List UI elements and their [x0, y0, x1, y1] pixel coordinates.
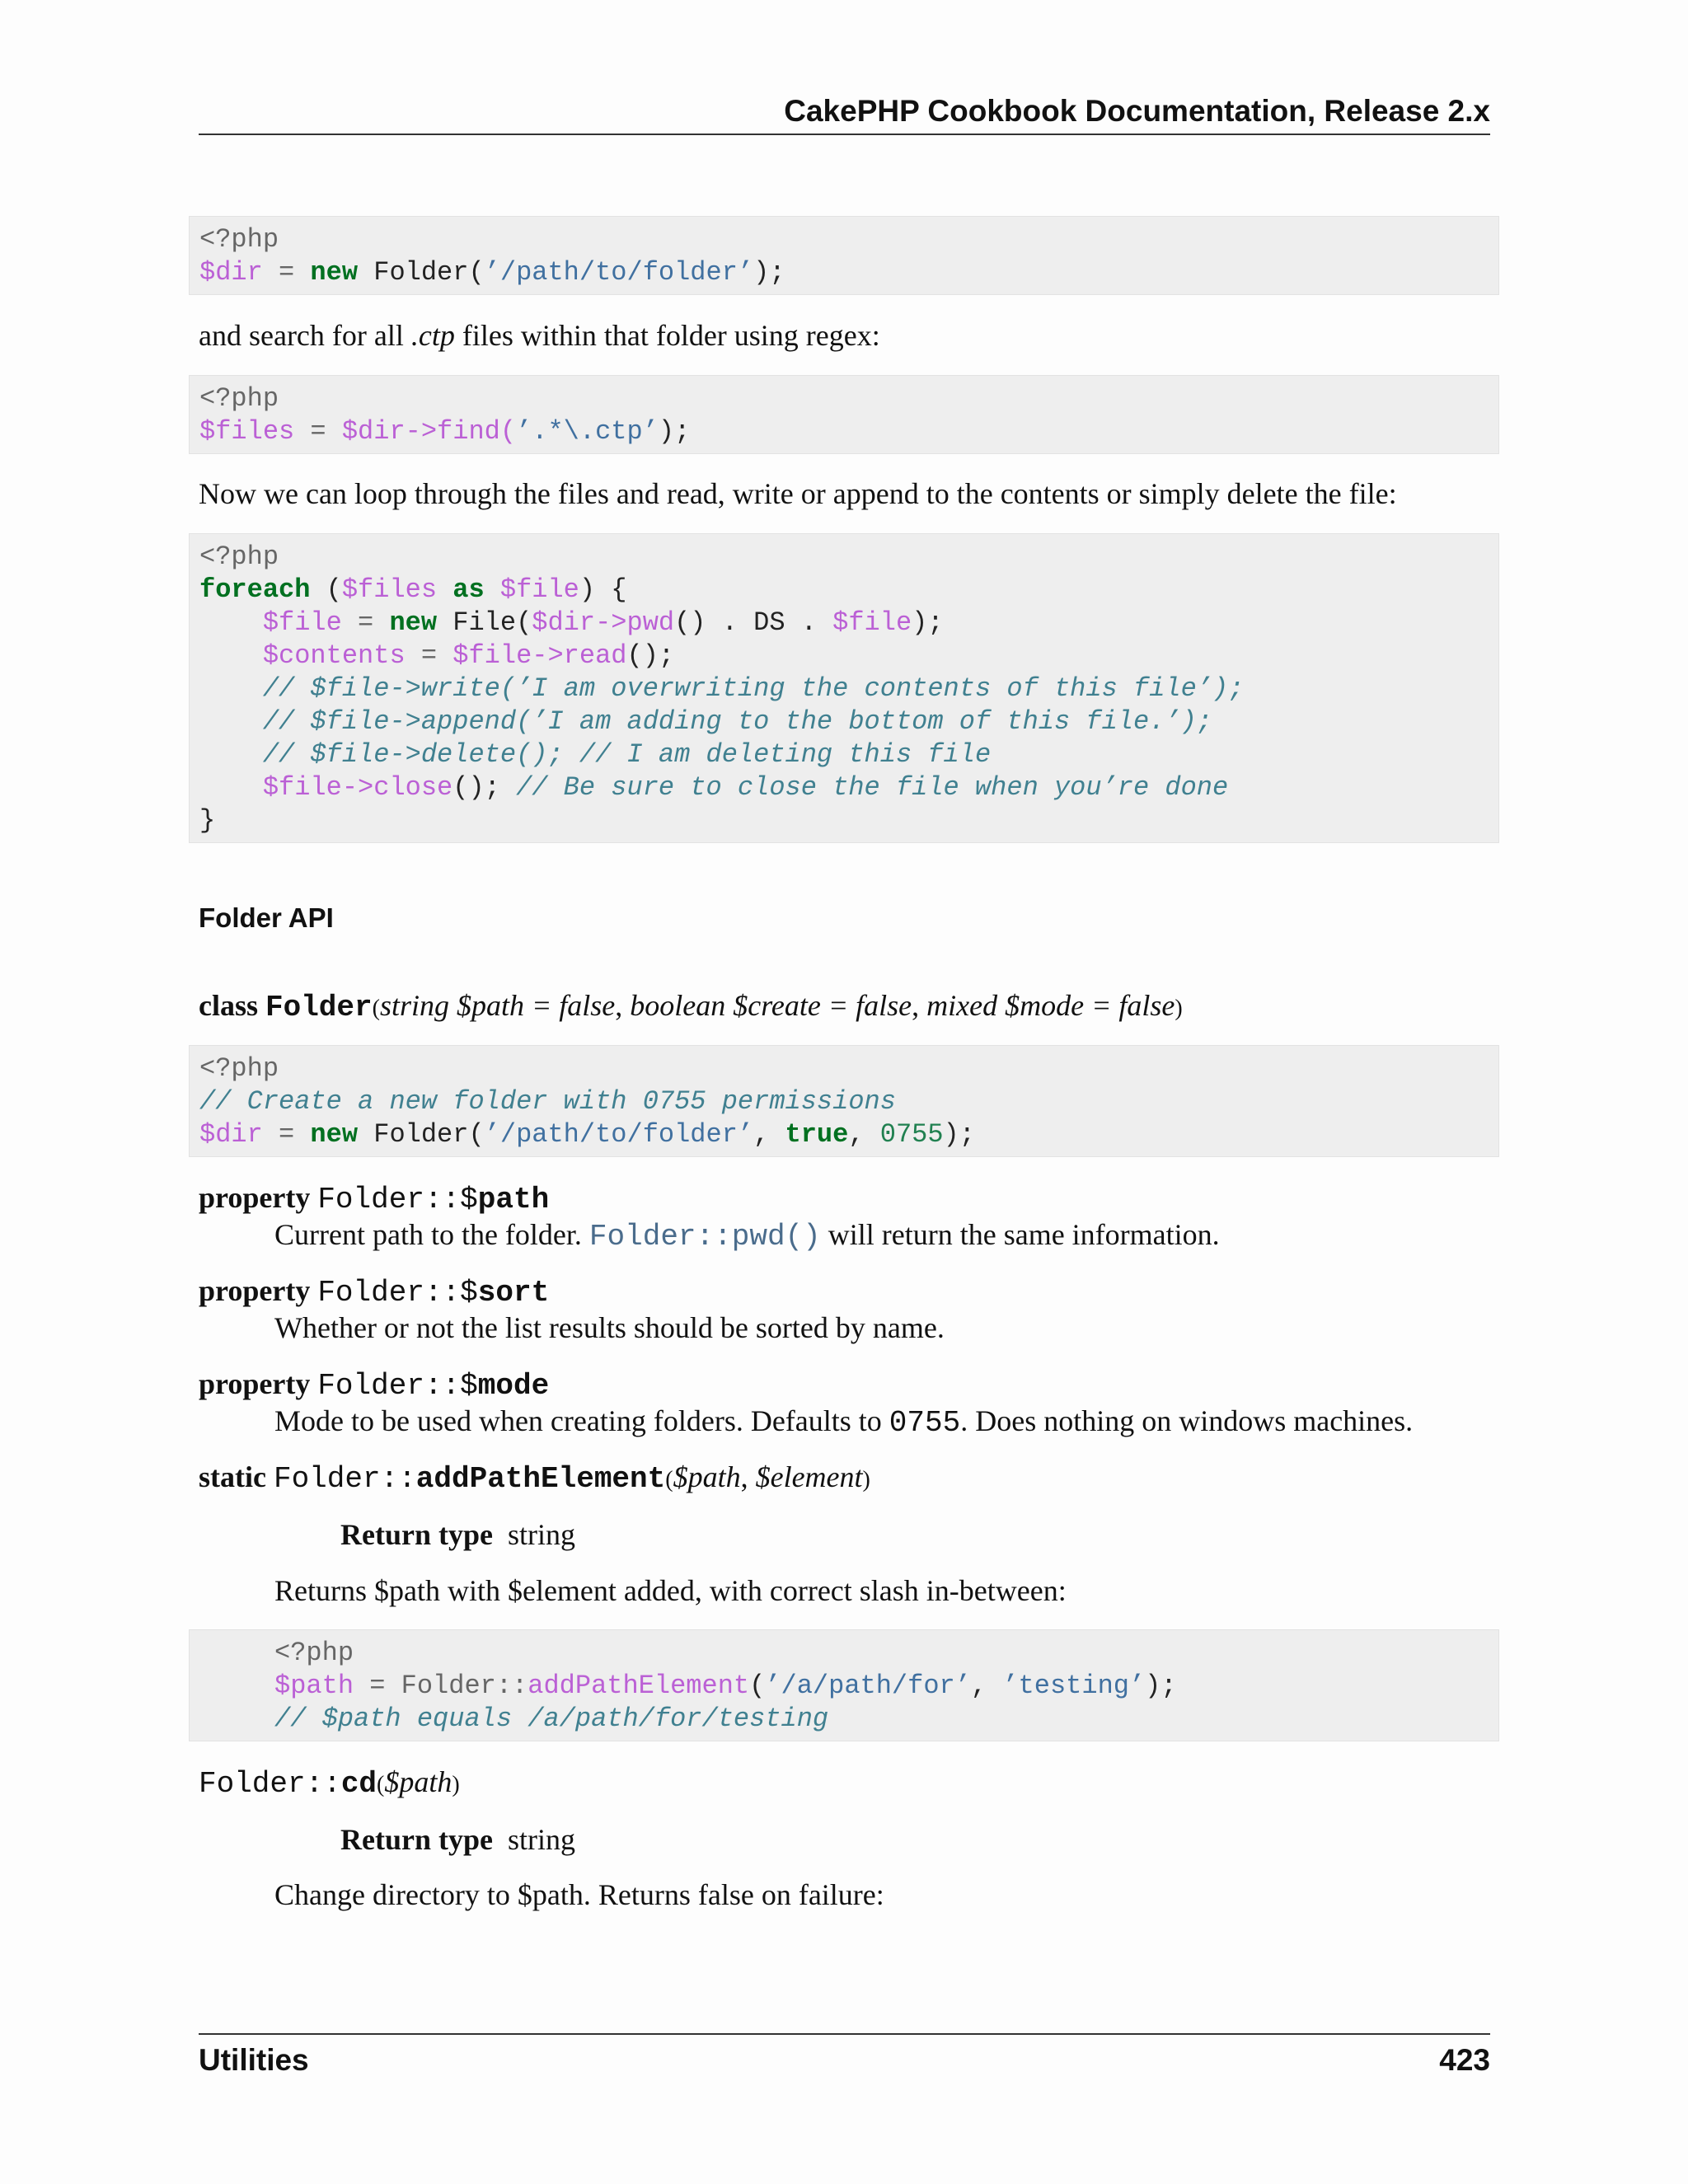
code-line: $file = new File($dir->pwd() . DS . $file);	[262, 607, 944, 638]
paragraph-loop-files: Now we can loop through the files and read, write or append to the contents or simply delete the file:	[199, 477, 1397, 510]
code-block-folder-permissions	[189, 1045, 1499, 1157]
header-title: CakePHP Cookbook Documentation, Release 2.x	[784, 94, 1490, 128]
code-block-folder-create	[189, 216, 1499, 295]
method-description-cd: Change directory to $path. Returns false on failure:	[274, 1878, 884, 1911]
code-line: $contents = $file->read();	[262, 640, 675, 671]
code-line: // $file->append(’I am adding to the bottom of this file.’);	[262, 706, 1212, 737]
code-block-find-files	[189, 375, 1499, 454]
code-line: <?php	[199, 383, 279, 414]
code-line: }	[199, 805, 216, 836]
property-signature-sort: property Folder::$sort	[199, 1274, 550, 1310]
property-description-mode: Mode to be used when creating folders. Defaults to 0755. Does nothing on windows machines.	[274, 1404, 1414, 1440]
footer-page-number: 423	[1439, 2043, 1490, 2077]
section-title-folder-api: Folder API	[199, 902, 334, 933]
code-block-foreach-files	[189, 533, 1499, 843]
footer-section: Utilities	[199, 2043, 309, 2077]
code-line: <?php	[274, 1638, 354, 1668]
code-line: $path = Folder::addPathElement(’/a/path/for’, ’testing’);	[274, 1671, 1177, 1701]
code-line: <?php	[199, 1053, 279, 1084]
code-line: // $path equals /a/path/for/testing	[274, 1704, 829, 1734]
page-footer	[199, 2033, 1490, 2078]
code-line: $files = $dir->find(’.*\.ctp’);	[199, 416, 691, 447]
link-folder-pwd[interactable]: Folder::pwd()	[588, 1220, 821, 1254]
code-line: <?php	[199, 541, 279, 572]
property-description-path: Current path to the folder. Folder::pwd() will return the same information.	[274, 1218, 1220, 1254]
property-signature-mode: property Folder::$mode	[199, 1367, 550, 1403]
return-type-addpathelement: Return type string	[340, 1518, 575, 1551]
property-signature-path: property Folder::$path	[199, 1181, 550, 1216]
method-signature-cd: Folder::cd($path)	[199, 1765, 460, 1801]
property-description-sort: Whether or not the list results should be sorted by name.	[274, 1311, 945, 1344]
method-signature-addpathelement: static Folder::addPathElement($path, $element)	[199, 1460, 870, 1496]
code-line: foreach ($files as $file) {	[199, 574, 627, 605]
method-description-addpathelement: Returns $path with $element added, with correct slash in-between:	[274, 1574, 1067, 1607]
return-type-cd: Return type string	[340, 1823, 575, 1856]
code-line: // $file->write(’I am overwriting the contents of this file’);	[262, 673, 1245, 704]
code-line: $dir = new Folder(’/path/to/folder’);	[199, 257, 785, 288]
class-signature-folder: class Folder(string $path = false, boolean $create = false, mixed $mode = false)	[199, 989, 1183, 1024]
paragraph-search-ctp: and search for all .ctp files within that folder using regex:	[199, 319, 880, 352]
code-line: $dir = new Folder(’/path/to/folder’, true, 0755);	[199, 1119, 975, 1150]
page-header	[199, 91, 1490, 135]
code-line: // Create a new folder with 0755 permissions	[199, 1086, 896, 1117]
code-line: <?php	[199, 224, 279, 255]
code-line: $file->close(); // Be sure to close the file when you’re done	[262, 772, 1229, 803]
code-block-addpathelement	[189, 1629, 1499, 1741]
code-line: // $file->delete(); // I am deleting this file	[262, 739, 992, 770]
